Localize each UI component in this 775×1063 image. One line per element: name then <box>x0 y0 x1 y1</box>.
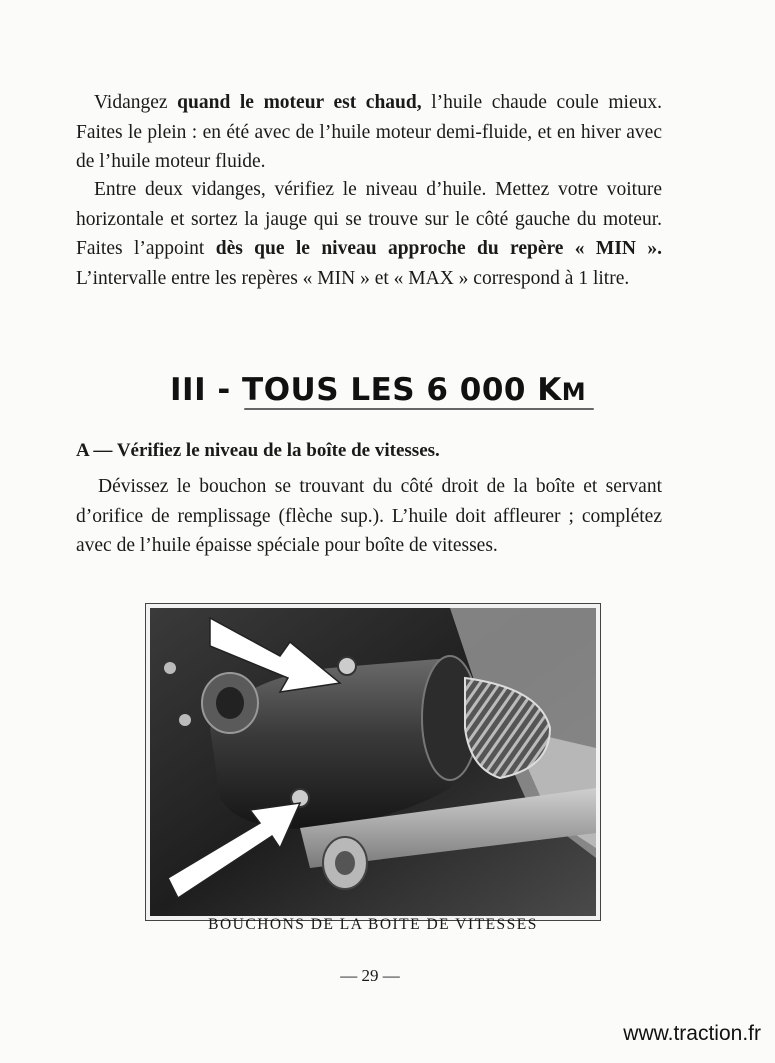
gearbox-photo <box>146 604 600 920</box>
p2-text-c: L’intervalle entre les repères « MIN » et « MAX » correspond à 1 litre. <box>76 267 630 289</box>
section-title <box>170 372 586 408</box>
paragraph-gearbox-fill: Dévissez le bouchon se trouvant du côté droit de la boîte et servant d’orifice de remplissage (flèche sup.). L’huile doit affleurer ; complétez avec de l’huile épaisse spéciale pour boîte de vitesses. <box>76 476 662 556</box>
watermark-url: www.traction.fr <box>623 1022 761 1045</box>
subheading-gearbox: A — Vérifiez le niveau de la boîte de vitesses. <box>76 440 440 461</box>
p1-text-c: l’huile chaude coule mieux. Faites le plein : en été avec de l’huile moteur demi-fluide, et en hiver avec de l’huile moteur fluide. <box>76 92 663 172</box>
section-title-underline <box>244 408 594 410</box>
p2-text-bold: dès que le niveau approche du repère « MIN ». <box>215 238 662 259</box>
page-number: — 29 — <box>340 966 400 985</box>
p2-text-a: Entre deux vidanges, vérifiez le niveau d’huile. Mettez votre voiture horizontale et sortez la jauge qui se trouve sur le côté gauche du moteur. Faites l’appoint <box>76 179 662 259</box>
paragraph-drain-oil <box>76 88 662 177</box>
p1-text-bold: quand le moteur est chaud, <box>177 92 422 113</box>
p1-text-a: Vidangez <box>94 92 178 113</box>
paragraph-check-oil-level <box>76 175 662 293</box>
photo-caption: BOUCHONS DE LA BOITE DE VITESSES <box>208 916 538 933</box>
section-title-main: III - TOUS LES 6 000 K <box>170 372 562 408</box>
gearbox-photo-illustration <box>150 608 596 916</box>
section-title-small: M <box>561 378 587 406</box>
